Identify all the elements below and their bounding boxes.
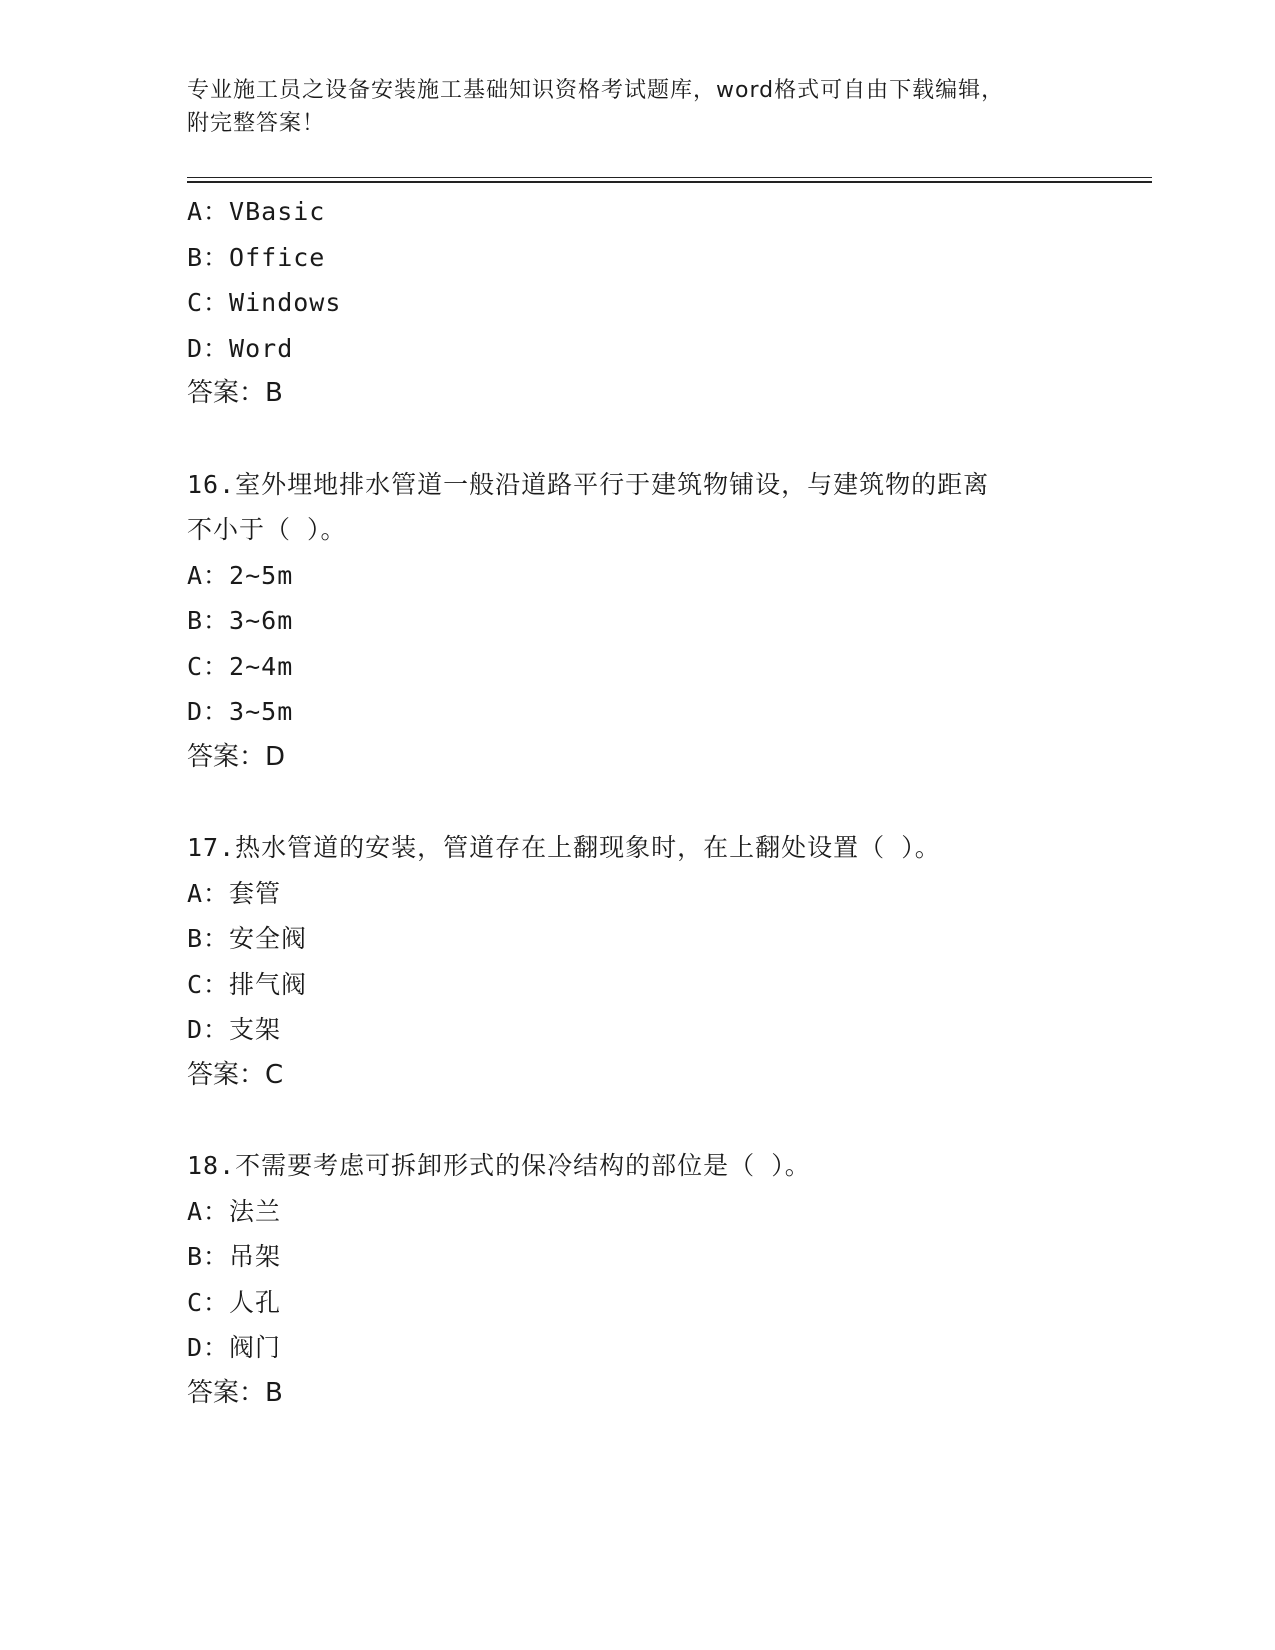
question-list [187,189,1107,1416]
option-a: A：法兰 [187,1196,282,1226]
option-b: B：吊架 [187,1242,282,1271]
header-line-1: 专业施工员之设备安装施工基础知识资格考试题库，word格式可自由下载编辑， [187,78,1005,103]
answer-line: 答案：C [187,1059,284,1090]
spacer [187,1098,1107,1143]
spacer [187,780,1107,825]
option-a: A：套管 [187,878,282,908]
option-d: D：3~5m [187,697,294,726]
option-c: C：排气阀 [187,969,308,999]
option-c: C：人孔 [187,1287,282,1317]
header-line-2: 附完整答案！ [187,111,326,136]
option-d: D：Word [187,333,294,363]
answer-line: 答案：B [187,378,283,408]
header-divider-thick [187,181,1152,183]
question-16 [187,462,1107,781]
option-d: D：支架 [187,1015,282,1044]
option-a: A：2~5m [187,560,294,590]
option-c: C：2~4m [187,651,294,681]
question-stem-line-1: 16.室外埋地排水管道一般沿道路平行于建筑物铺设，与建筑物的距离 [187,469,990,499]
option-b: B：3~6m [187,606,294,635]
header-divider-thin [187,177,1152,178]
question-17 [187,825,1107,1098]
option-a: A：VBasic [187,197,326,226]
question-stem-line-1: 18.不需要考虑可拆卸形式的保冷结构的部位是（ ）。 [187,1151,811,1180]
question-stem-line-2: 不小于（ ）。 [187,515,347,544]
question-18 [187,1143,1107,1416]
spacer [187,417,1107,462]
question-stem-line-1: 17.热水管道的安装，管道存在上翻现象时，在上翻处设置（ ）。 [187,833,941,862]
option-d: D：阀门 [187,1333,282,1362]
answer-line: 答案：B [187,1377,283,1408]
option-b: B：Office [187,242,326,272]
option-c: C：Windows [187,288,342,317]
answer-line: 答案：D [187,741,286,772]
document-header [187,74,1087,140]
option-b: B：安全阀 [187,924,308,953]
question-15-continuation [187,189,1107,417]
